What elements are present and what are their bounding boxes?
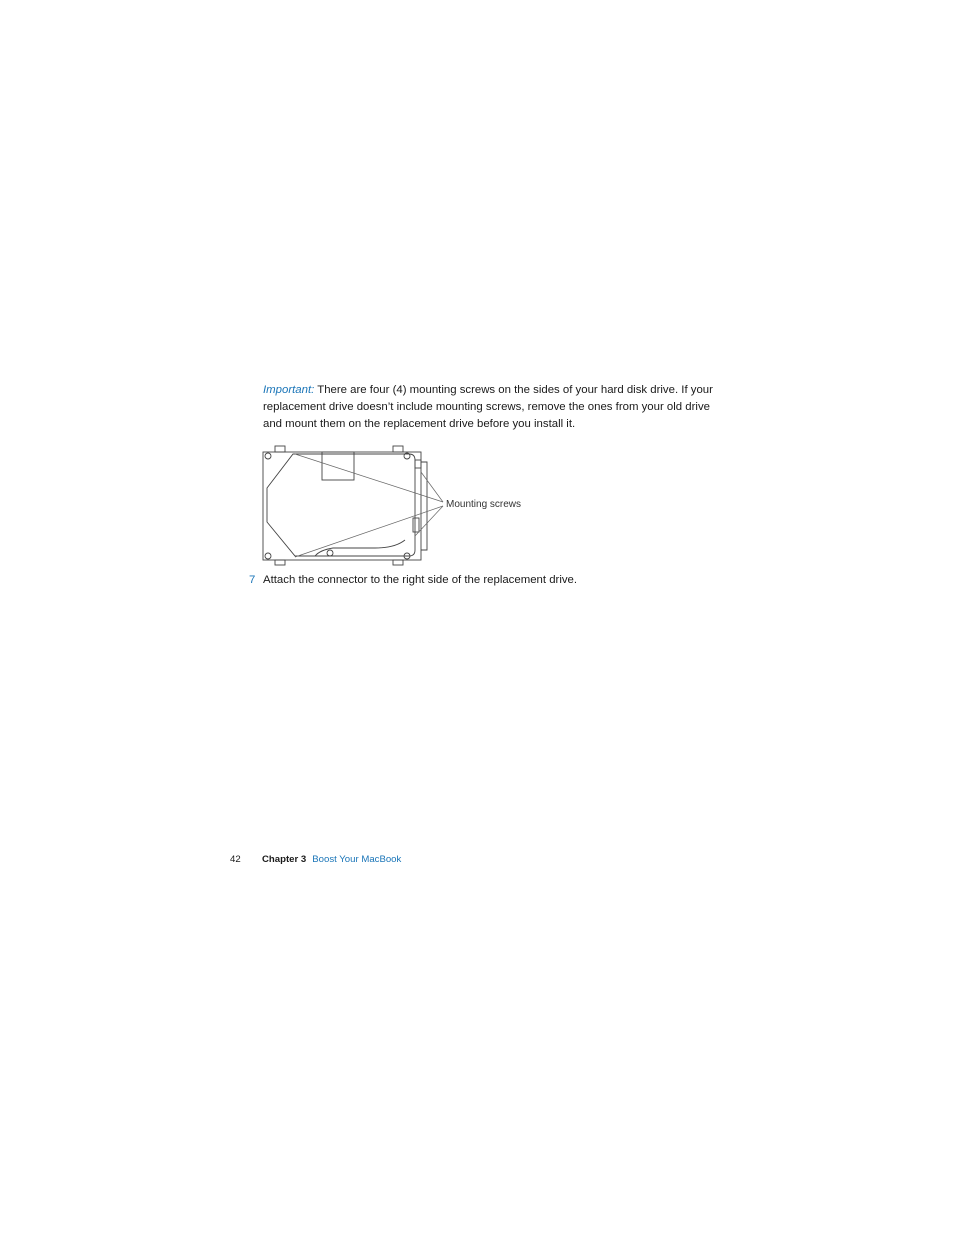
step-text: Attach the connector to the right side of the replacement drive. [263, 574, 578, 586]
important-label: Important: [263, 384, 315, 396]
drive-label [322, 452, 354, 480]
chapter-title-link[interactable]: Boost Your MacBook [312, 854, 402, 865]
drive-body [263, 452, 421, 560]
hard-drive-figure [255, 440, 555, 570]
important-note [263, 382, 723, 433]
chapter-label: Chapter 3 [262, 854, 307, 865]
hard-drive-illustration-icon [255, 440, 555, 570]
mounting-screws-callout: Mounting screws [446, 499, 522, 510]
important-text: There are four (4) mounting screws on the sides of your hard disk drive. If your replacement drive doesn’t include mounting screws, remove the ones from your old drive and mount them on the replacement drive before you install it. [263, 384, 713, 430]
screw-top-left [265, 453, 271, 459]
page-footer [230, 853, 401, 867]
screw-bottom-left [265, 553, 271, 559]
page-number: 42 [230, 854, 241, 865]
step-7 [249, 572, 577, 589]
step-number: 7 [249, 574, 256, 586]
